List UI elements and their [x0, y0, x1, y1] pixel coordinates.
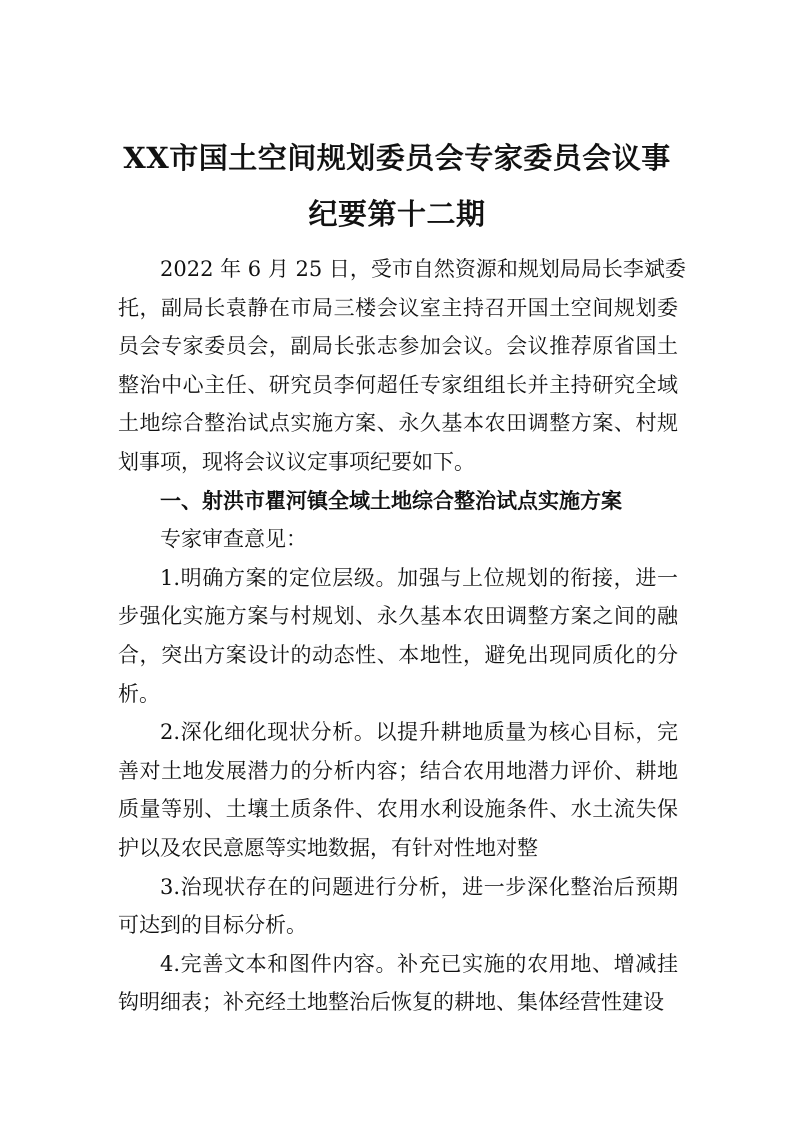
text-line: 析。 [118, 681, 160, 706]
text-line: 托，副局长袁静在市局三楼会议室主持召开国土空间规划委 [118, 295, 678, 320]
text-line: 2022 年 6 月 25 日，受市自然资源和规划局局长李斌委 [160, 257, 686, 281]
text-line: 整治中心主任、研究员李何超任专家组组长并主持研究全域 [118, 372, 678, 397]
section-heading [118, 482, 678, 521]
text-line: 钩明细表；补充经土地整治后恢复的耕地、集体经营性建设 [118, 990, 664, 1015]
text-line: 员会专家委员会，副局长张志参加会议。会议推荐原省国土 [118, 334, 678, 359]
text-line: 合，突出方案设计的动态性、本地性，避免出现同质化的分 [118, 642, 678, 667]
text-line: 善对土地发展潜力的分析内容；结合农用地潜力评价、耕地 [118, 758, 678, 783]
text-line: 划事项，现将会议议定事项纪要如下。 [118, 449, 475, 474]
paragraph [118, 250, 686, 482]
paragraph [118, 559, 678, 713]
text-line: 1.明确方案的定位层级。加强与上位规划的衔接，进一 [160, 565, 678, 590]
text-line: 2.深化细化现状分析。以提升耕地质量为核心目标，完 [160, 720, 678, 745]
paragraph [118, 520, 678, 559]
text-line: 护以及农民意愿等实地数据，有针对性地对整 [118, 835, 538, 860]
text-line: 3.治现状存在的问题进行分析，进一步深化整治后预期 [160, 874, 678, 899]
text-line: 专家审查意见： [160, 527, 307, 552]
paragraph [118, 945, 678, 1022]
paragraph [118, 713, 678, 867]
text-line: 一、射洪市瞿河镇全域土地综合整治试点实施方案 [160, 487, 622, 513]
paragraph [118, 868, 678, 945]
document-title-line-1: XX市国土空间规划委员会专家委员会议事 [123, 141, 671, 175]
document-title-line-2: 纪要第十二期 [308, 197, 486, 231]
text-line: 质量等别、土壤土质条件、农用水利设施条件、水土流失保 [118, 797, 678, 822]
text-line: 4.完善文本和图件内容。补充已实施的农用地、增减挂 [160, 951, 678, 976]
text-line: 步强化实施方案与村规划、永久基本农田调整方案之间的融 [118, 604, 678, 629]
text-line: 可达到的目标分析。 [118, 913, 307, 938]
document-body [118, 250, 686, 1022]
text-line: 土地综合整治试点实施方案、永久基本农田调整方案、村规 [118, 411, 678, 436]
